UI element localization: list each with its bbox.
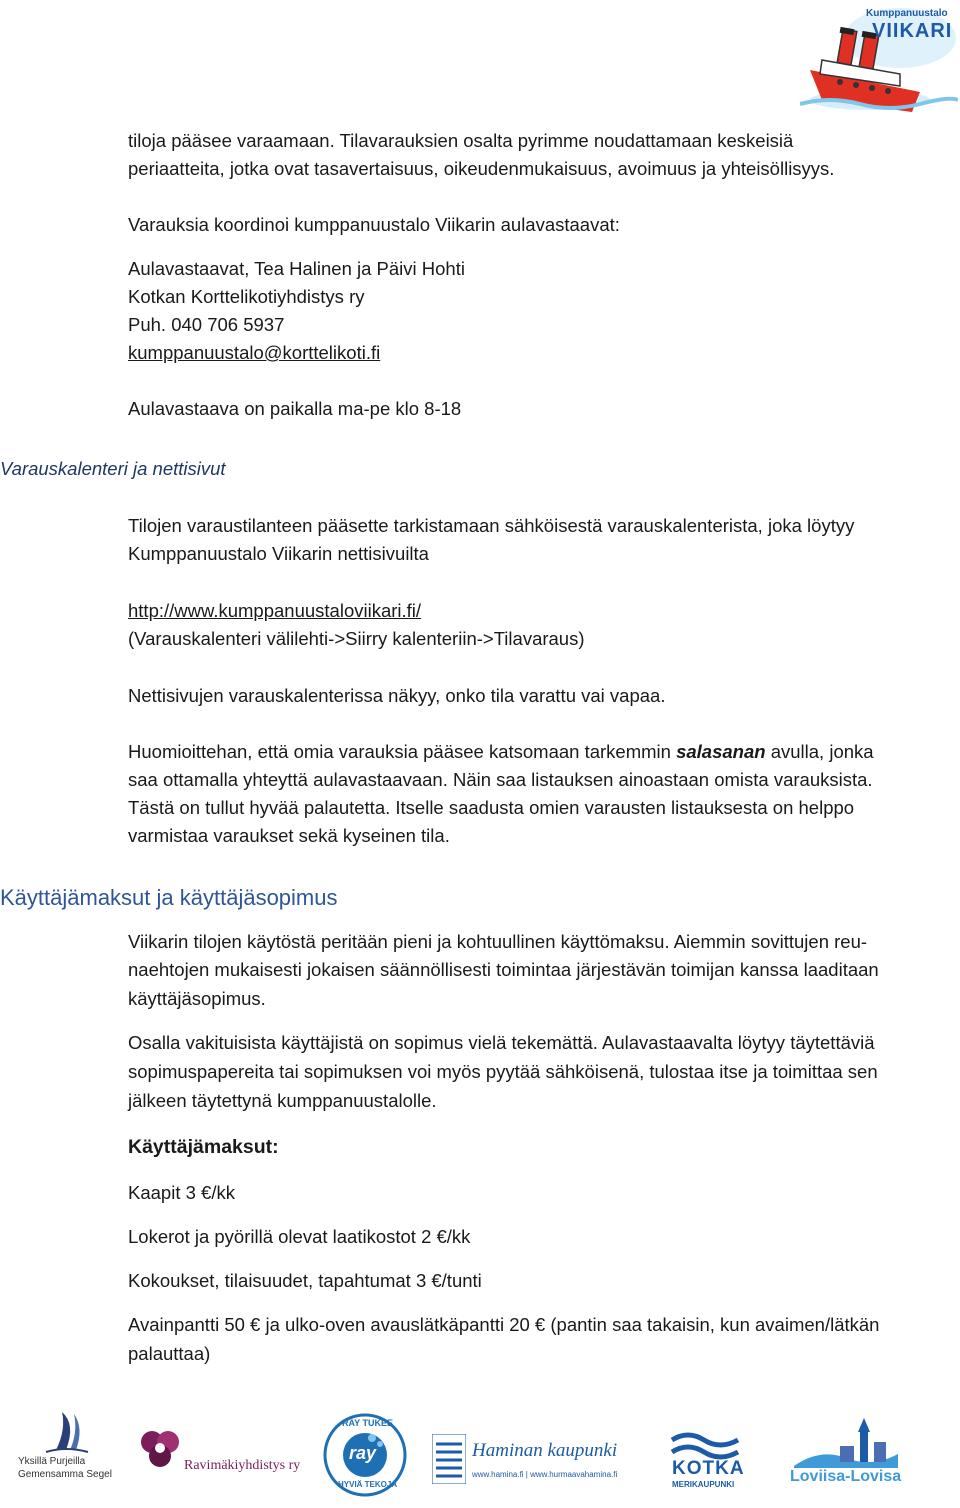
contact-names: Aulavastaavat, Tea Halinen ja Päivi Hohti [128, 258, 465, 279]
fees-p2-line-2: sopimuspapereita tai sopimuksen voi myös pyytää sähköisenä, tulostaa itse ja toimittaa sen [128, 1061, 878, 1082]
fee-item-lockers: Lokerot ja pyörillä olevat laatikostot 2 €/kk [128, 1226, 471, 1247]
kotka-sub-text: MERIKAUPUNKI [672, 1480, 735, 1489]
yksilla-purjeilla-text: Yksillä Purjeilla [18, 1456, 86, 1467]
intro-line-1: tiloja pääsee varaamaan. Tilavarauksien osalta pyrimme noudattamaan keskeisiä [128, 130, 794, 151]
loviisa-logo [790, 1418, 902, 1490]
calendar-p3-line-2: saa ottamalla yhteyttä aulavastaavaan. Näin saa listauksen ainoastaan omista varauksista. [128, 769, 873, 790]
coordinator-text: Varauksia koordinoi kumppanuustalo Viikarin aulavastaavat: [128, 214, 620, 235]
hamina-text: Haminan kaupunki [472, 1440, 618, 1461]
fee-item-cabinets: Kaapit 3 €/kk [128, 1182, 235, 1203]
password-emphasis: salasanan [676, 741, 766, 762]
fees-title: Käyttäjämaksut: [128, 1136, 279, 1158]
ravimaki-text: Ravimäkiyhdistys ry [184, 1458, 301, 1473]
ravimaki-logo [138, 1428, 310, 1480]
gemensamma-segel-text: Gemensamma Segel [18, 1469, 112, 1480]
fee-item-meetings: Kokoukset, tilaisuudet, tapahtumat 3 €/tunti [128, 1270, 482, 1291]
ray-bottom-text: HYVIÄ TEKOJA [338, 1480, 398, 1489]
fee-item-deposit-line-1: Avainpantti 50 € ja ulko-oven avauslätkäpantti 20 € (pantin saa takaisin, kun avaimen/lätkän [128, 1314, 880, 1335]
viikari-logo-line2: VIIKARI [872, 20, 953, 42]
fees-p1-line-3: käyttäjäsopimus. [128, 988, 266, 1009]
kotka-wave-icon [668, 1430, 750, 1460]
kotka-text: KOTKA [672, 1458, 745, 1479]
ray-logo [320, 1412, 410, 1498]
calendar-p3-line-1: Huomioittehan, että omia varauksia pääsee katsomaan tarkemmin salasanan avulla, jonka [128, 741, 874, 762]
intro-line-2: periaatteita, jotka ovat tasavertaisuus, oikeudenmukaisuus, avoimuus ja yhteisöllisyys. [128, 158, 835, 179]
contact-email-link[interactable]: kumppanuustalo@korttelikoti.fi [128, 342, 381, 363]
ravimaki-emblem-icon [138, 1428, 182, 1472]
fee-item-deposit-line-2: palauttaa) [128, 1343, 211, 1364]
sail-icon [16, 1410, 116, 1454]
hamina-emblem-icon [432, 1434, 466, 1484]
calendar-p2: Nettisivujen varauskalenterissa näkyy, onko tila varattu vai vapaa. [128, 685, 666, 706]
contact-phone: Puh. 040 706 5937 [128, 314, 285, 335]
loviisa-skyline-icon [790, 1418, 902, 1468]
fees-p1-line-2: naehtojen mukaisesti jokaisen säännöllisesti toimintaa järjestävän toimijan kanssa laaditaan [128, 959, 879, 980]
calendar-p1-line-1: Tilojen varaustilanteen pääsette tarkistamaan sähköisestä varauskalenterista, joka löytyy [128, 515, 855, 536]
loviisa-text: Loviisa-Lovisa [790, 1468, 902, 1485]
hamina-url-text: www.hamina.fi | www.hurmaavahamina.fi [472, 1470, 618, 1479]
ray-top-text: RAY TUKEE [342, 1418, 394, 1428]
calendar-nav-path: (Varauskalenteri välilehti->Siirry kalenteriin->Tilavaraus) [128, 628, 585, 649]
fees-p1-line-1: Viikarin tilojen käytöstä peritään pieni ja kohtuullinen käyttömaksu. Aiemmin sovittujen reu- [128, 931, 868, 952]
fees-p2-line-3: jälkeen täytettynä kumppanuustalolle. [128, 1090, 437, 1111]
calendar-p3-line-3: Tästä on tullut hyvää palautetta. Itselle saadusta omien varausten listauksesta on helppo [128, 797, 855, 818]
viikari-logo [800, 0, 958, 122]
contact-org: Kotkan Korttelikotiyhdistys ry [128, 286, 365, 307]
website-link[interactable]: http://www.kumppanuustaloviikari.fi/ [128, 600, 422, 621]
ray-mid-text: ray [349, 1443, 377, 1463]
section-heading-calendar: Varauskalenteri ja nettisivut [0, 458, 226, 479]
contact-hours: Aulavastaava on paikalla ma-pe klo 8-18 [128, 398, 462, 419]
hamina-logo [432, 1434, 632, 1490]
calendar-p1-line-2: Kumppanuustalo Viikarin nettisivuilta [128, 543, 429, 564]
viikari-logo-line1: Kumppanuustalo [866, 8, 948, 19]
kotka-logo [668, 1430, 750, 1490]
section-heading-fees: Käyttäjämaksut ja käyttäjäsopimus [0, 885, 338, 910]
calendar-p3-line-4: varmistaa varaukset sekä kyseinen tila. [128, 825, 450, 846]
fees-p2-line-1: Osalla vakituisista käyttäjistä on sopimus vielä tekemättä. Aulavastaavalta löytyy täytettäviä [128, 1032, 875, 1053]
yksilla-purjeilla-logo [16, 1410, 116, 1484]
